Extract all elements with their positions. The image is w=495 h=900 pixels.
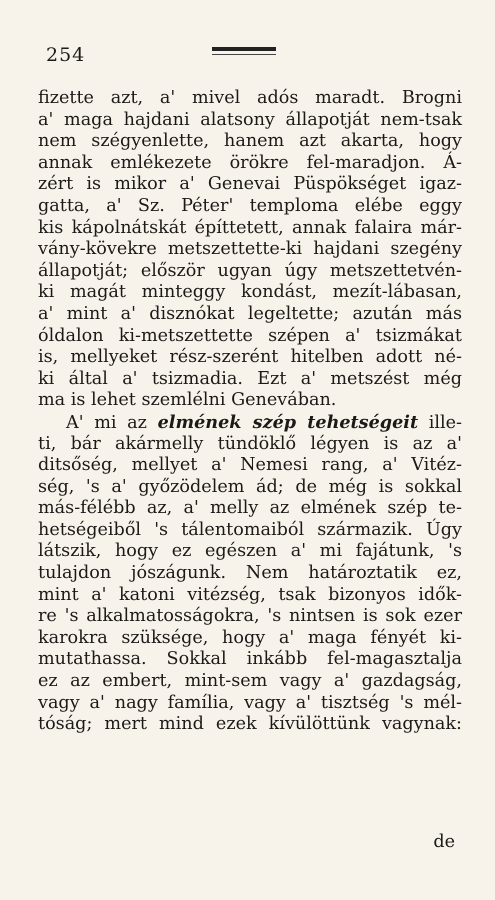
paragraph-opening-tail: ille- bbox=[418, 412, 462, 433]
text-line: ma is lehet szemlélni Genevában. bbox=[38, 390, 337, 411]
text-line: mint a' katoni vitézség, tsak bizonyos idők- bbox=[38, 584, 462, 605]
body-text bbox=[38, 88, 462, 736]
text-line: tóság; mert mind ezek kívülöttünk vagynak: bbox=[38, 714, 462, 735]
emphasized-phrase: elmének szép tehetségeit bbox=[157, 411, 419, 433]
text-line: ti, bár akármelly tündöklő légyen is az a' bbox=[38, 433, 462, 454]
text-line: ki magát minteggy kondást, mezít-lábasan, bbox=[38, 282, 462, 303]
text-line: re 's alkalmatosságokra, 's nintsen is sok ezer bbox=[38, 606, 462, 627]
text-line: állapotját; először ugyan úgy metszettetvén- bbox=[38, 260, 462, 281]
text-line: vány-kövekre metszettette-ki hajdani szegény bbox=[38, 239, 462, 260]
page-number: 254 bbox=[46, 44, 86, 66]
text-line: a' maga hajdani alatsony állapotját nem-tsak bbox=[38, 109, 462, 130]
paragraph-first-line bbox=[38, 412, 462, 434]
text-line: fizette azt, a' mivel adós maradt. Brogni bbox=[38, 88, 462, 108]
text-line: karokra szüksége, hogy a' maga fényét ki- bbox=[38, 627, 462, 648]
text-line: tulajdon jószágunk. Nem határoztatik ez, bbox=[38, 563, 462, 584]
text-line: ez az embert, mint-sem vagy a' gazdagság, bbox=[38, 671, 462, 692]
text-line: vagy a' nagy família, vagy a' tisztség 's mél- bbox=[38, 692, 462, 713]
text-line: annak emlékezete örökre fel-maradjon. Á- bbox=[38, 152, 462, 173]
text-line: ki által a' tsizmadia. Ezt a' metszést még bbox=[38, 368, 462, 389]
text-line: mutathassa. Sokkal inkább fel-magasztalja bbox=[38, 649, 462, 670]
text-line: is, mellyeket rész-szerént hitelben adott né- bbox=[38, 347, 462, 368]
header-ornament-rule bbox=[212, 47, 276, 55]
text-line: zért is mikor a' Genevai Püspökséget igaz- bbox=[38, 174, 462, 195]
catchword: de bbox=[433, 832, 455, 852]
text-line: ség, 's a' győzödelem ád; de még is sokkal bbox=[38, 476, 462, 497]
text-line: a' mint a' disznókat legeltette; azután más bbox=[38, 303, 462, 324]
paragraph-opening: A' mi az bbox=[66, 412, 158, 433]
text-line: óldalon ki-metszettette szépen a' tsizmákat bbox=[38, 325, 462, 346]
text-line: látszik, hogy ez egészen a' mi fajátunk, 's bbox=[38, 541, 462, 562]
text-line: gatta, a' Sz. Péter' temploma elébe eggy bbox=[38, 195, 462, 216]
text-line: más-félébb az, a' melly az elmének szép te- bbox=[38, 498, 462, 519]
text-line: hetségeiből 's tálentomaiból származik. Úgy bbox=[38, 519, 462, 540]
text-line: ditsőség, mellyet a' Nemesi rang, a' Vitéz- bbox=[38, 455, 462, 476]
text-line: nem szégyenlette, hanem azt akarta, hogy bbox=[38, 131, 462, 152]
text-line: kis kápolnátskát építtetett, annak falaira már- bbox=[38, 217, 462, 238]
